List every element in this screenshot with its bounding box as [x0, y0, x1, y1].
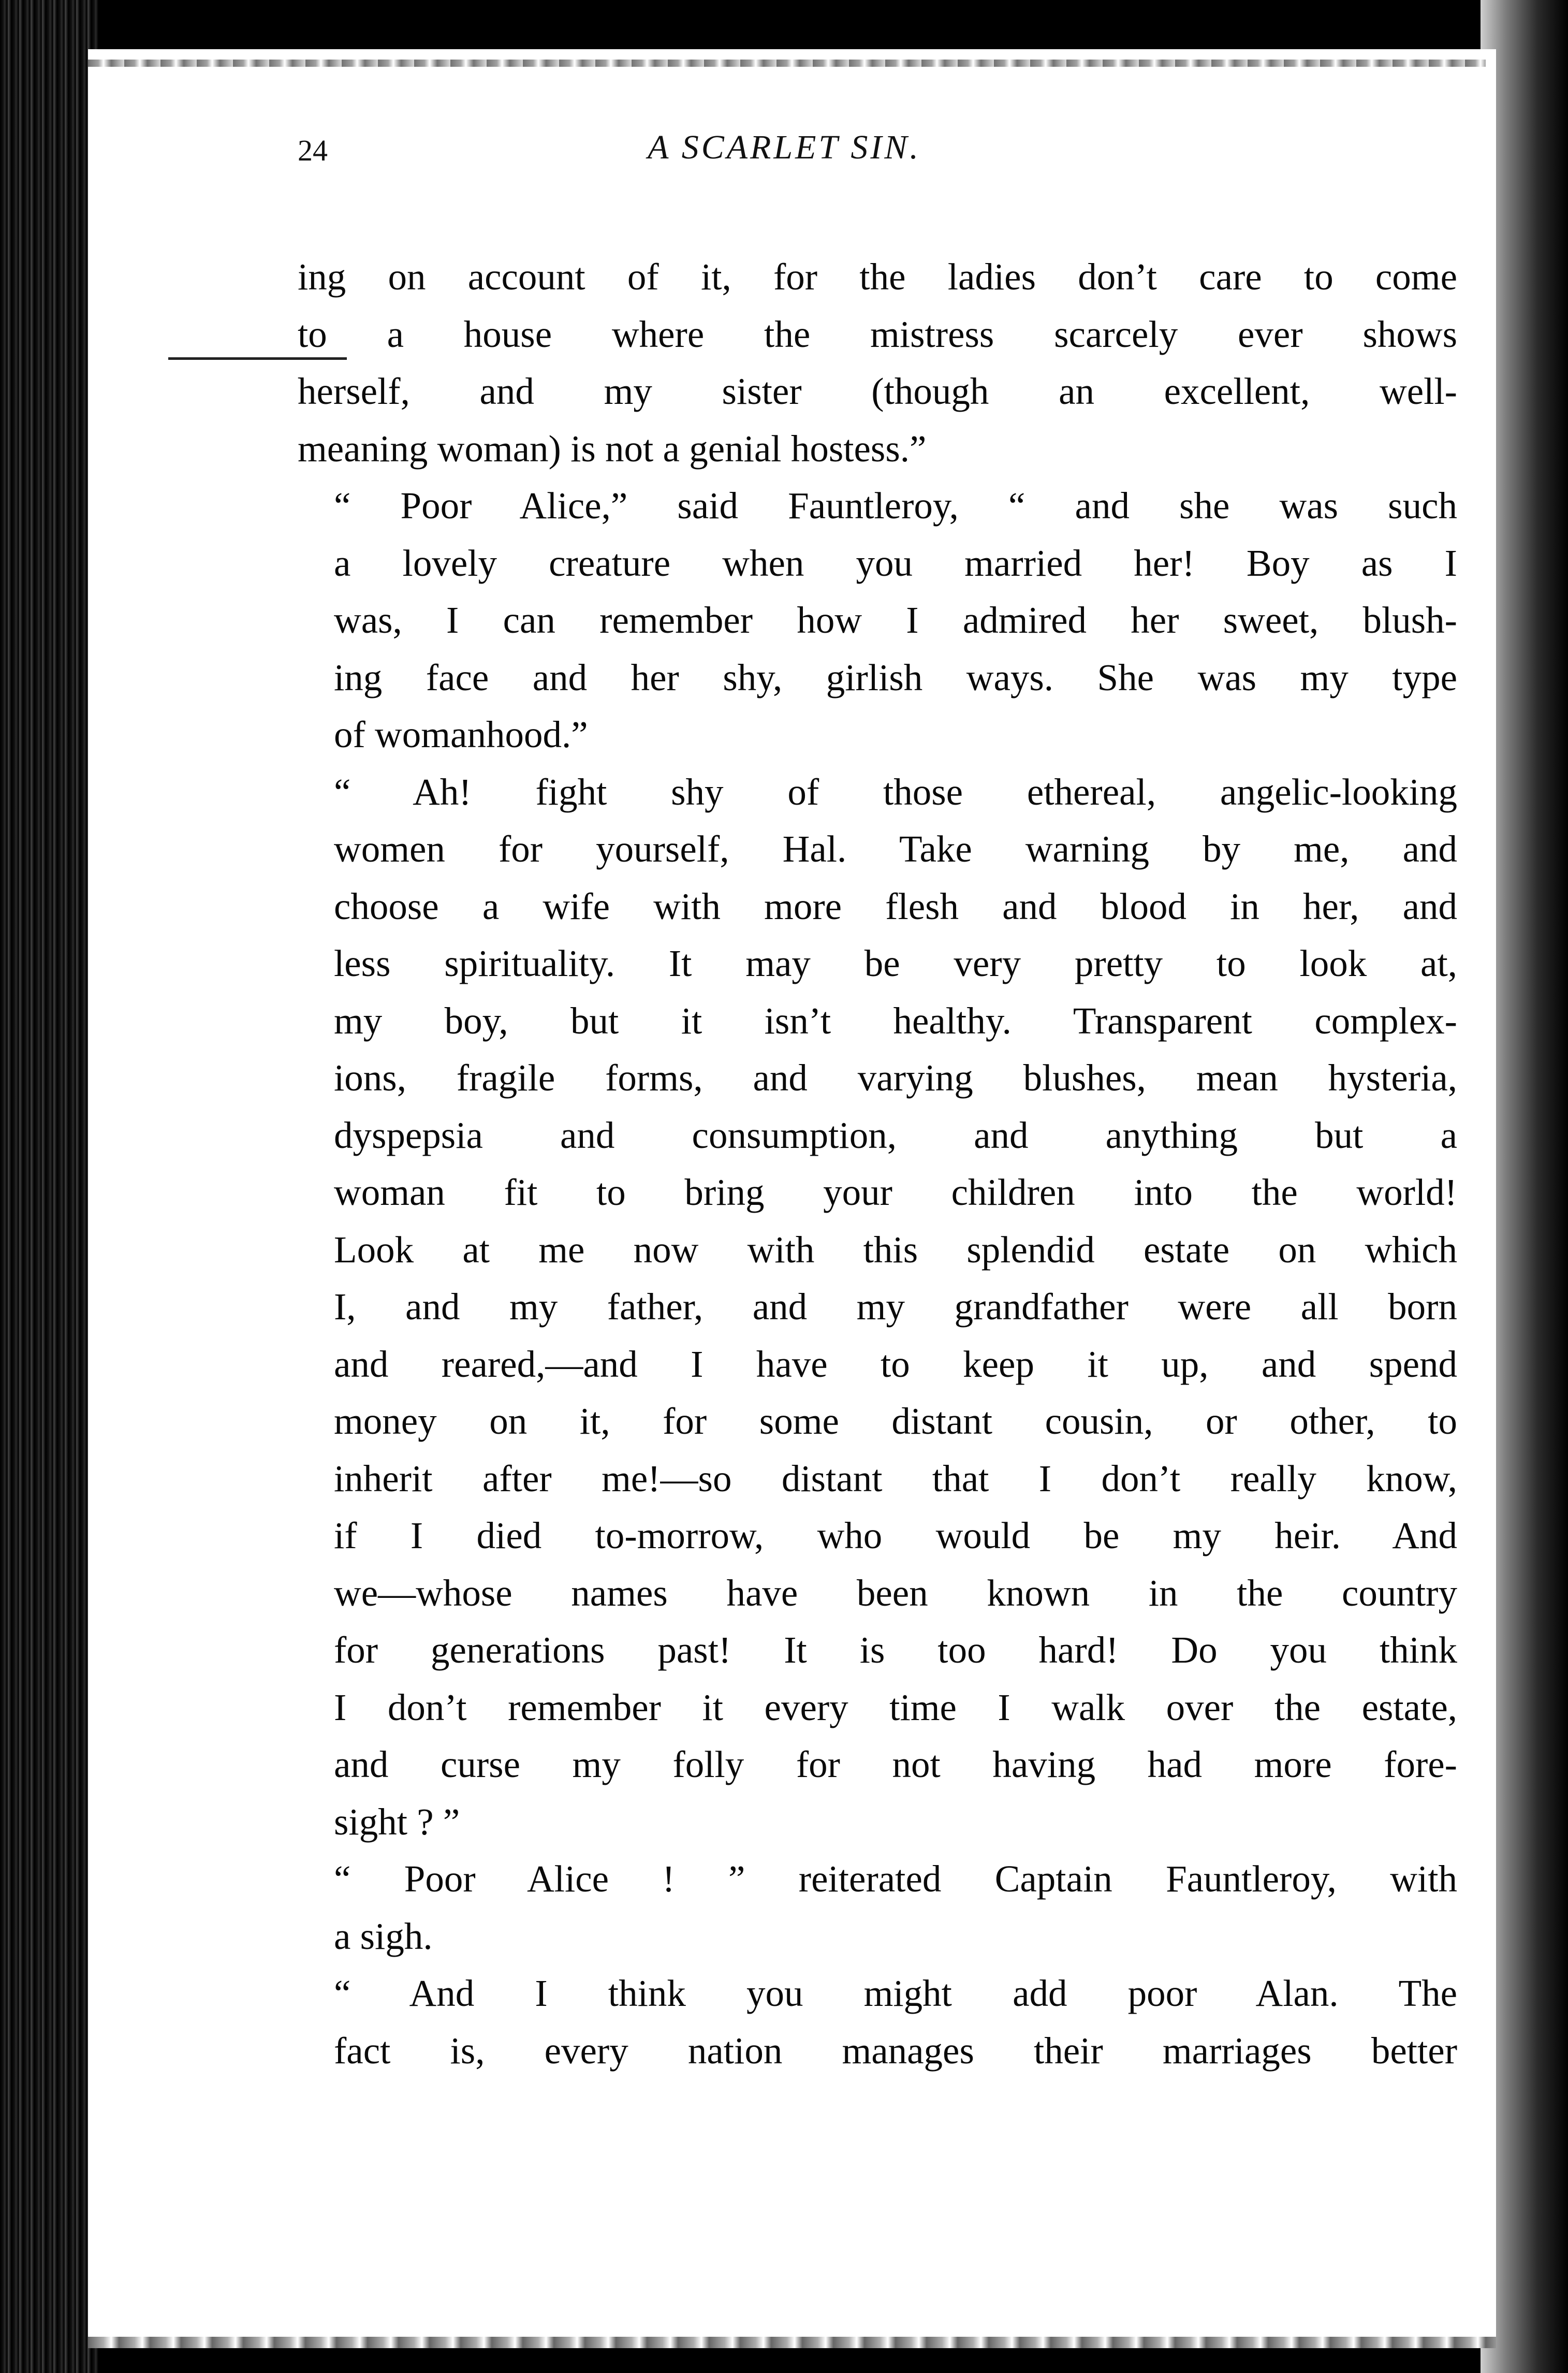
paragraph-2 [298, 477, 1457, 764]
text-line: choose a wife with more flesh and blood in her, and [334, 885, 1457, 927]
text-line: ions, fragile forms, and varying blushes, mean hysteria, [334, 1057, 1457, 1099]
text-line: a sigh. [334, 1915, 433, 1957]
text-line: woman fit to bring your children into the world! [334, 1171, 1457, 1213]
text-line: meaning woman) is not a genial hostess.” [298, 427, 927, 470]
running-head [298, 128, 1457, 174]
text-line: we—whose names have been known in the country [334, 1571, 1457, 1614]
text-line: I don’t remember it every time I walk over the estate, [334, 1686, 1457, 1728]
top-scan-border [88, 60, 1486, 67]
text-line: “ Poor Alice,” said Fauntleroy, “ and she was such [334, 485, 1457, 527]
text-line: “ Poor Alice ! ” reiterated Captain Fauntleroy, with [334, 1858, 1457, 1900]
text-line: “ Ah! fight shy of those ethereal, angelic-looking [334, 770, 1457, 813]
text-line: a lovely creature when you married her! Boy as I [334, 542, 1457, 584]
text-line: Look at me now with this splendid estate on which [334, 1228, 1457, 1271]
text-line: sight ? ” [334, 1800, 460, 1843]
text-line: less spirituality. It may be very pretty to look at, [334, 942, 1457, 984]
text-line: ing face and her shy, girlish ways. She was my type [334, 656, 1457, 698]
body-text [298, 249, 1457, 2092]
paragraph-1 [298, 249, 1457, 477]
text-line: money on it, for some distant cousin, or other, to [334, 1400, 1457, 1442]
text-line: for generations past! It is too hard! Do you think [334, 1629, 1457, 1671]
text-line: and curse my folly for not having had more fore- [334, 1743, 1457, 1785]
text-line: dyspepsia and consumption, and anything but a [334, 1114, 1457, 1156]
text-line: to a house where the mistress scarcely ever shows [298, 313, 1457, 355]
text-line: if I died to-morrow, who would be my heir. And [334, 1515, 1457, 1556]
paragraph-5 [298, 1965, 1457, 2079]
scan-left-edge [0, 0, 98, 2373]
text-line: ing on account of it, for the ladies don’t care to come [298, 256, 1457, 298]
text-line: and reared,—and I have to keep it up, and spend [334, 1343, 1457, 1385]
text-line: herself, and my sister (though an excellent, well- [298, 370, 1457, 412]
paragraph-4 [298, 1851, 1457, 1965]
text-line: women for yourself, Hal. Take warning by me, and [334, 828, 1457, 870]
paragraph-3 [298, 764, 1457, 1851]
text-line: fact is, every nation manages their marriages better [334, 2029, 1457, 2072]
text-line: “ And I think you might add poor Alan. The [334, 1972, 1457, 2014]
text-line: my boy, but it isn’t healthy. Transparent complex- [334, 999, 1457, 1042]
page-number: 24 [298, 134, 328, 167]
bottom-scan-border [88, 2337, 1496, 2348]
text-line: I, and my father, and my grandfather were all born [334, 1286, 1457, 1328]
text-line: inherit after me!—so distant that I don’t really know, [334, 1457, 1457, 1499]
text-line: of womanhood.” [334, 714, 588, 755]
running-title: A SCARLET SIN. [648, 128, 921, 166]
text-line: was, I can remember how I admired her sweet, blush- [334, 599, 1457, 641]
